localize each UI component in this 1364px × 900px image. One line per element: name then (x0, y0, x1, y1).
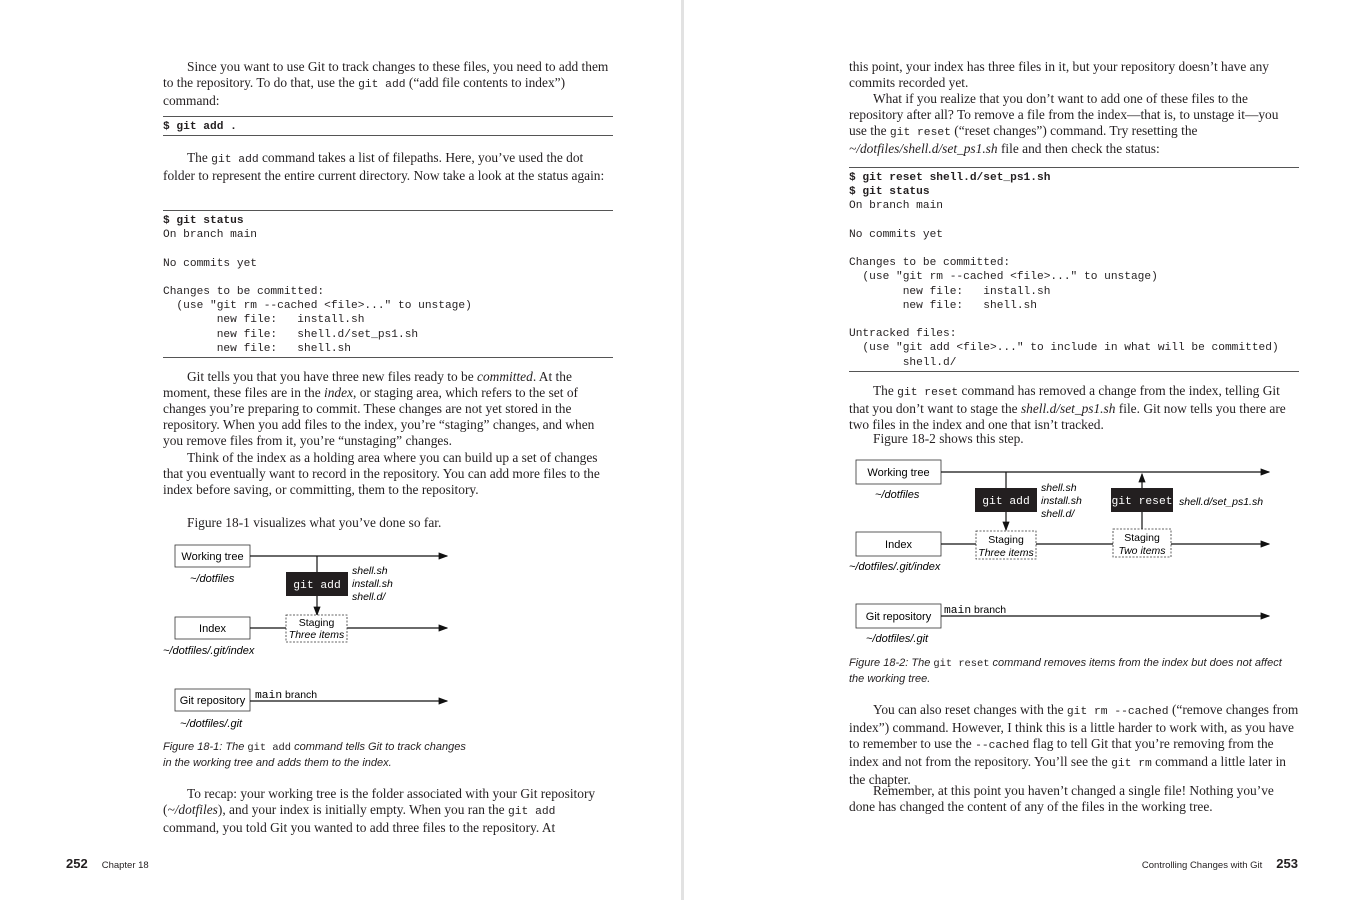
index-paragraph (163, 369, 613, 449)
branch-code: main (944, 605, 972, 617)
intro-paragraph (163, 59, 613, 109)
index-label: Index (885, 539, 912, 551)
branch-label (255, 689, 317, 702)
text: (“reset changes”) command. Try resetting the (950, 123, 1198, 139)
rm-cached-paragraph (849, 702, 1299, 788)
text: Remember, at this point you haven’t changed a single file! Nothing you’ve done has changed the content of any of the files in the working tree. (849, 783, 1274, 815)
text: , or staging area, which refers to the set of changes you’re preparing to commit. These changes are not yet stored in the repository. When you add files to the index, you’re “staging” changes, and when you remove files from it, you’re “unstaging” changes. (163, 385, 595, 449)
staging-title: Staging (988, 534, 1024, 546)
text: file and then check the status: (997, 141, 1160, 157)
recap-paragraph (163, 786, 613, 836)
code-block-git-reset (849, 167, 1299, 372)
figure-18-1-caption (163, 740, 468, 770)
text: Git tells you that you have three new files ready to be (187, 369, 478, 384)
text: command has removed a change from the index, telling Git that you don’t want to stage the (849, 383, 1280, 417)
continuation-paragraph (849, 59, 1299, 91)
repo-label: Git repository (179, 695, 246, 707)
text: The (187, 150, 212, 165)
code-block-git-status (163, 210, 613, 358)
reset-intro-paragraph (849, 91, 1299, 157)
file-label: install.sh (352, 578, 393, 590)
text: Think of the index as a holding area where you can build up a set of changes that you eventually want to record in the repository. You can add more files to the index before saving, or committing, them to the repository. (163, 450, 600, 498)
text: To recap: your working tree is the folder associated with your Git repository ( (163, 786, 596, 818)
right-folio (1142, 855, 1298, 873)
index-path: ~/dotfiles/.git/index (849, 561, 941, 573)
file-label: shell.sh (352, 565, 388, 577)
inline-code: git reset (933, 658, 990, 670)
staging-count: Three items (978, 547, 1034, 559)
path-italic: ~/dotfiles/shell.d/set_ps1.sh (849, 141, 998, 157)
text: command tells Git to track changes in the working tree and adds them to the index. (163, 741, 466, 769)
inline-code: git rm --cached (1066, 706, 1169, 718)
text: Figure 18-1 visualizes what you’ve done so far. (187, 515, 442, 530)
repo-path: ~/dotfiles/.git (180, 718, 243, 730)
remember-paragraph (849, 783, 1299, 815)
page-number: 253 (1276, 856, 1298, 871)
text: Figure 18-2 shows this step. (873, 431, 1024, 446)
figure-ref-paragraph (163, 515, 613, 531)
figure-18-1 (160, 540, 460, 735)
file-label: shell.d/ (352, 591, 386, 603)
command-line: $ git add . (163, 121, 237, 133)
git-reset-label: git reset (1111, 496, 1173, 508)
index-label: Index (199, 623, 226, 635)
inline-code: git reset (889, 127, 951, 140)
right-page (684, 0, 1364, 900)
branch-word: branch (282, 689, 318, 701)
inline-code: git add (358, 79, 406, 92)
figure-ref-paragraph (849, 431, 1299, 447)
text: Since you want to use Git to track changes to these files, you need to add them to the repository. To do that, use the (163, 59, 609, 91)
text: (“add file contents to index”) command: (163, 75, 566, 109)
text: this point, your index has three files in it, but your repository doesn’t have any commits recorded yet. (849, 59, 1269, 91)
command-line: $ git status (163, 215, 244, 227)
staging-title: Staging (298, 617, 335, 629)
staging-count: Three items (288, 629, 345, 641)
code-block-git-add (163, 116, 613, 136)
text: flag to tell Git that you’re removing from the index and not from the repository. You’ll see the (849, 736, 1274, 770)
inline-code: git reset (897, 387, 959, 399)
term-committed: committed (477, 369, 533, 384)
figure-18-2 (849, 455, 1289, 650)
dot-folder-paragraph (163, 150, 613, 184)
text: (“remove changes from index”) command. However, I think this is a little harder to work with, as you have to remember to use the (849, 702, 1299, 752)
staging-title: Staging (1124, 532, 1160, 544)
branch-word: branch (971, 604, 1007, 616)
holding-area-paragraph (163, 450, 613, 498)
text: Figure 18-2: The (849, 657, 934, 669)
text: ), and your index is initially empty. When you ran the (217, 802, 508, 818)
inline-code: git add (247, 742, 292, 754)
text: Figure 18-1: The (163, 741, 248, 753)
staging-count: Two items (1118, 545, 1166, 557)
text: file. Git now tells you there are two files in the index and one that isn’t tracked. (849, 401, 1286, 433)
inline-code: git add (507, 806, 556, 819)
repo-path: ~/dotfiles/.git (866, 633, 929, 645)
text: The (873, 383, 898, 398)
reset-result-paragraph (849, 383, 1299, 433)
repo-label: Git repository (865, 611, 932, 623)
file-label: install.sh (1041, 495, 1082, 507)
working-tree-path: ~/dotfiles (875, 489, 920, 501)
command-line: $ git reset shell.d/set_ps1.sh (849, 172, 1051, 184)
command-line: $ git status (849, 186, 930, 199)
path-italic: ~/dotfiles (167, 802, 218, 818)
page-number: 252 (66, 856, 88, 871)
inline-code: --cached (975, 740, 1030, 753)
text: command removes items from the index but does not affect the working tree. (849, 657, 1282, 685)
term-index: index (324, 385, 354, 401)
text: command a little later in the chapter. (849, 754, 1286, 788)
figure-18-2-caption (849, 656, 1299, 686)
git-add-label: git add (982, 496, 1030, 508)
chapter-title-label: Controlling Changes with Git (1141, 860, 1263, 871)
text: command takes a list of filepaths. Here, you’ve used the dot folder to represent the entire current directory. Now take a look at the status again: (163, 150, 605, 184)
chapter-label: Chapter 18 (101, 860, 149, 871)
inline-code: git add (211, 154, 259, 166)
path-italic: shell.d/set_ps1.sh (1020, 401, 1116, 417)
file-label: shell.sh (1041, 482, 1077, 494)
text: What if you realize that you don’t want to add one of these files to the repository after all? To remove a file from the index—that is, to unstage it—you use the (849, 91, 1279, 139)
git-add-label: git add (293, 580, 341, 592)
inline-code: git rm (1111, 758, 1152, 771)
working-tree-label: Working tree (181, 551, 244, 563)
working-tree-label: Working tree (867, 467, 930, 479)
command-output: On branch main No commits yet Changes to be committed: (use "git rm --cached <file>..." to unstage) new file: install.sh new file: shell.sh Untracked files: (use "git add <file>..." to include in what will be committed) shell.d/ (849, 200, 1279, 369)
text: . At the moment, these files are in the (163, 369, 572, 401)
text: command, you told Git you wanted to add three files to the repository. At (163, 820, 556, 836)
left-folio (66, 855, 149, 873)
branch-code: main (255, 690, 283, 702)
text: You can also reset changes with the (873, 702, 1067, 717)
index-path: ~/dotfiles/.git/index (163, 645, 255, 657)
file-label: shell.d/ (1041, 508, 1075, 520)
branch-label (944, 604, 1006, 617)
working-tree-path: ~/dotfiles (190, 573, 235, 585)
reset-file-label: shell.d/set_ps1.sh (1179, 496, 1264, 508)
command-output: On branch main No commits yet Changes to be committed: (use "git rm --cached <file>..." to unstage) new file: install.sh new file: shell.d/set_ps1.sh new file: shell.sh (163, 229, 472, 355)
